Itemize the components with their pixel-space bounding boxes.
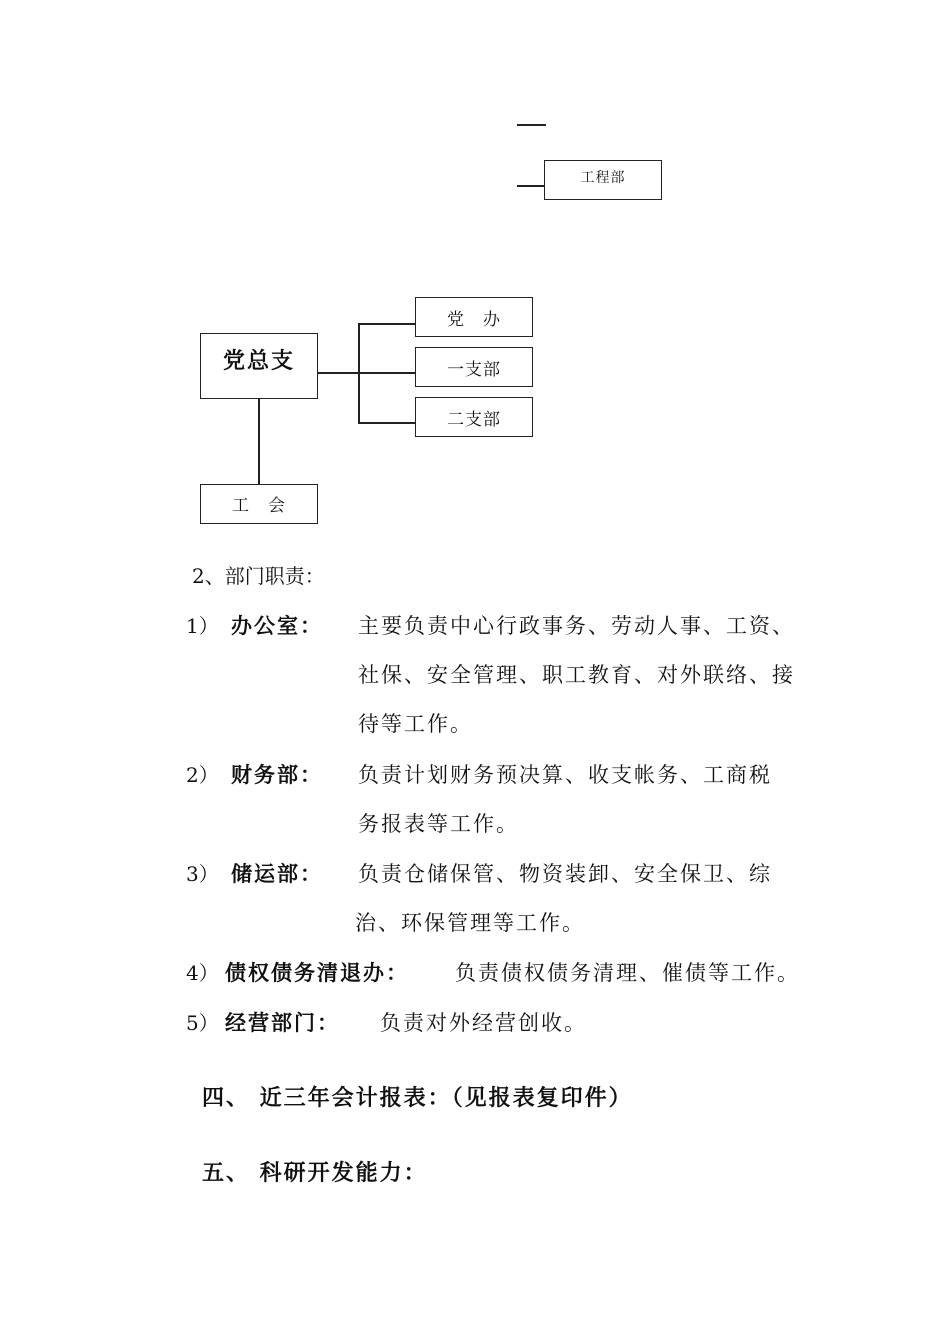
- duty-text: 负责债权债务清理、催债等工作。: [455, 961, 800, 985]
- section-heading-duties: [192, 560, 325, 589]
- duty-text: 负责仓储保管、物资装卸、安全保卫、综: [358, 862, 772, 886]
- connector-line: [258, 399, 260, 485]
- duty-text: 待等工作。: [358, 712, 473, 736]
- duty-dept: 办公室：: [231, 614, 323, 638]
- org-box-party-root: 党总支: [200, 333, 318, 399]
- duty-text: 主要负责中心行政事务、劳动人事、工资、: [358, 614, 795, 638]
- connector-line: [358, 323, 360, 423]
- connector-line: [517, 124, 546, 126]
- connector-line: [517, 185, 545, 187]
- duty-number: 5）: [186, 1011, 219, 1035]
- org-box-party-office: 党 办: [415, 297, 533, 337]
- duty-text: 负责计划财务预决算、收支帐务、工商税: [358, 763, 772, 787]
- duty-text: 社保、安全管理、职工教育、对外联络、接: [358, 663, 795, 687]
- connector-line: [358, 422, 416, 424]
- section-heading-rd-capability: 五、 科研开发能力：: [202, 1161, 428, 1186]
- duty-number: 2）: [186, 763, 219, 787]
- org-box-union: 工 会: [200, 484, 318, 524]
- section-heading-financial-reports: 四、 近三年会计报表：（见报表复印件）: [202, 1086, 633, 1111]
- org-box-branch-2: 二支部: [415, 397, 533, 437]
- duty-dept: 经营部门：: [225, 1011, 340, 1035]
- org-box-engineering: 工程部: [544, 160, 662, 200]
- connector-line: [358, 323, 416, 325]
- duty-number: 3）: [186, 862, 219, 886]
- duty-text: 务报表等工作。: [358, 812, 519, 836]
- section-heading-duties-text: 2、部门职责：: [192, 564, 325, 588]
- duty-dept: 财务部：: [231, 763, 323, 787]
- duty-number: 1）: [186, 614, 219, 638]
- duty-dept: 储运部：: [231, 862, 323, 886]
- connector-line: [318, 372, 416, 374]
- duty-dept: 债权债务清退办：: [225, 961, 409, 985]
- duty-text: 负责对外经营创收。: [380, 1011, 587, 1035]
- org-box-branch-1: 一支部: [415, 347, 533, 387]
- duty-number: 4）: [186, 961, 219, 985]
- duty-text: 治、环保管理等工作。: [355, 911, 585, 935]
